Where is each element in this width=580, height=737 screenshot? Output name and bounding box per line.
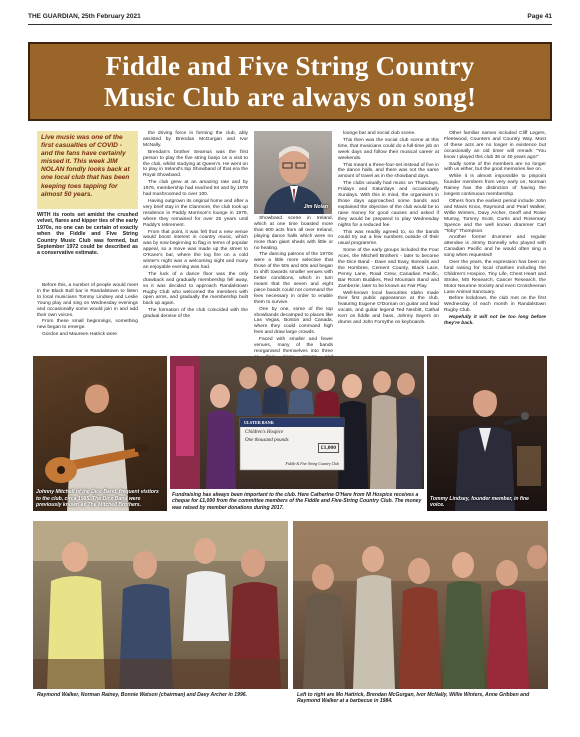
paragraph: This meant a three-four-set instead of five in the dance halls, and there was not the same amount of travel as in the showband days.	[338, 162, 439, 180]
article-column-2	[143, 131, 248, 353]
paragraph: The clubs usually had music on Thursdays, Fridays and Saturdays and occasionally Sundays. With this in mind, the organisers in those days approached some bands and explained the objective of the club would be to raise money for good causes and asked if they would be prepared to play Wednesday nights for a reduced fee.	[338, 181, 439, 228]
cheque-amount-figure: £1,000	[318, 443, 339, 453]
paragraph: This then was the social club scene at this time, that musicians could do a full-time job on week days and follow their musical career at weekends.	[338, 137, 439, 161]
jim-nolan-caption: Jim Nolan	[303, 203, 328, 210]
paragraph: Over the years, the expression has been on fund raising for local charities including the Children's Hospice, Tiny Life, Chest Heart and Stroke, MS Research, Cancer Research, the Motor Neurone Society and even Crossheenan Lane Animal Sanctuary.	[444, 260, 546, 295]
paragraph: Well-known local favourites Idaho made their first public appearance at the club, featuring Eugene O'Dornan on guitar and lead vocals, and guitar legend Ted Nesbitt, Cathal Kerr on fiddle and bass, Johnny Sayers on drums and John Forsythe on keyboards.	[338, 290, 439, 326]
raymond-walker-caption: Raymond Walker, Norman Rainey, Bonnie Watson (chairman) and Davy Archer in 1996.	[37, 692, 248, 698]
paragraph: Having outgrown its original home and after a very brief stay in the Clanmore, the club took up residence in Paddy Morrison's lounge in 1979, where they remained for over 25 years until Paddy's retirement.	[143, 198, 248, 228]
jim-nolan-photo	[254, 131, 332, 214]
paragraph: Before lockdown, the club met on the first Wednesday of each month in Randalstown Rugby Club.	[444, 296, 546, 314]
paragraph: Gordon and Maureen Hatrick were	[42, 332, 118, 338]
paragraph: From these small beginnings, something new began to emerge.	[37, 319, 138, 331]
standfirst-text: Live music was one of the first casualties of COVID - and the fans have certainly missed it. This week JIM NOLAN fondly looks back at one local club that has been keeping toes tapping for almost 50 years.	[41, 134, 130, 198]
paragraph: Showband scene in Ireland, which at one time boasted more than 600 acts from all over Ireland, playing dance halls which were no more than giant sheds with little or no heating.	[254, 216, 333, 251]
headline-line-1: Fiddle and Five String Country	[105, 51, 475, 81]
article-column-5	[444, 131, 546, 353]
page-header	[28, 10, 552, 25]
intro-text: WITH its roots set amidst the crushed velvet, flares and kipper ties of the early 1970s, no one can be certain of exactly when the Fiddle and Five String Country Music Club was formed, but September 1972 could be described as a conservative estimate.	[37, 212, 138, 257]
publication-date: THE GUARDIAN, 25th February 2021	[28, 13, 141, 20]
end-note: Hopefully it will not be too long before they're back.	[444, 315, 546, 327]
barbecue-photo	[293, 521, 548, 689]
paragraph: The dancing patrons of the 1970s were a little more selective that those of the 50s and 60s and began to shift towards smaller venues with better conditions, which in turn meant that the seven and eight piece bands could not command the fees necessary in order to enable them to survive.	[254, 252, 333, 305]
article-column-3	[254, 216, 333, 353]
cheque-amount-words: One thousand pounds	[245, 438, 289, 443]
cheque-caption: Fundraising has always been important to the club. Here Catherine O'Hare from NI Hospice receives a cheque for £1,000 from the committee members of the Fiddle and Five-String Country Club. The money was raised by member donations during 2017.	[172, 492, 422, 511]
paragraph: While it is almost impossible to pinpoint founder members from very early on, Norman Rainey has the distinction of having the longest continuous membership.	[444, 174, 546, 198]
paragraph: The formation of the club coincided with the gradual demise of the	[143, 308, 248, 320]
page-number: Page 41	[527, 13, 552, 20]
article-column-1	[37, 283, 138, 353]
headline-banner	[28, 42, 552, 121]
paragraph: This was readily agreed to, so the bands could try out a few numbers outside of their usual programme.	[338, 229, 439, 247]
barbecue-caption: Left to right are Mo Hattrick, Brendan McGurgan, Ivor McNally, Willie Winters, Anne Gribben and Raymond Walker at a barbecue in 1984.	[297, 692, 530, 705]
paragraph: The luck of a dance floor was the only drawback and gradually membership fell away, so it was decided to approach Randalstown Rugby Club who welcomed the members with open arms, and gradually the membership built back up again.	[143, 271, 248, 307]
cheque-presentation-photo	[170, 356, 424, 489]
cheque	[242, 419, 342, 469]
paragraph: Other familiar names included Cliff Legers, Fleetwood, Counters and Country Way. Most of these acts are no longer in existence but occasionally an old timer will remark "You know I played this club 35 or 40 years ago!"	[444, 131, 546, 160]
paragraph: lounge bar and social club scene.	[343, 131, 416, 136]
paragraph: Others from the earliest period include John and Mavis Knox, Raymond and Pearl Walker, Willie Winters, Davy Archer, Geoff and Rosie Murray, Tommy Scott, Curtis and Rosemary Spence and the well known drummer Carl "Toby" Thompson.	[444, 198, 546, 234]
raymond-walker-group-photo	[33, 521, 288, 689]
article-column-4	[338, 131, 439, 353]
standfirst-box	[37, 131, 138, 209]
cheque-bank: ULSTER BANK	[244, 420, 274, 425]
intro-paragraph	[37, 212, 138, 257]
headline	[30, 44, 550, 113]
johnny-mitchell-photo	[33, 356, 167, 511]
paragraph: Faced with smaller and fewer venues, many of the bands reorganised themselves into three	[254, 337, 333, 354]
johnny-mitchell-caption: Johnny Mitchell of the Dice Band, frequent visitors to the club, circa 1985. The Dice Band were previously known as The Mitchell Brothers.	[36, 489, 159, 508]
paragraph: Some of the early groups included the Four Aces, the Mitchell Brothers - later to become the Dice Band - Dave and Easy, Borealis and the Hombres, Cement County, Black Lace, Penny Lane, Road Crew, Canadian Pacific, Bar Room Buddies, Red Mountain Band and Zambezie, later to be known as Fair Play.	[338, 248, 439, 289]
paragraph: One by one, some of the top showbands decamped to places like Las Vegas, Boston and Canada, where they could command high fees and draw large crowds.	[254, 306, 333, 336]
paragraph: Another former drummer and regular attendee is Jimmy Donnelly who played with Canadian Pacific and he would often sing a song when requested!	[444, 235, 546, 259]
paragraph: Brendan's brother Seamus was the first person to play the five string banjo on a visit to the club, whilst studying at Queen's. He went on to play in Ireland's top Showband of that era the Royal Showband.	[143, 149, 248, 179]
paragraph: Sadly some of the members are no longer with us either, but the good memories live on.	[444, 161, 546, 173]
paragraph: The club grew at an amazing rate and by 1976, membership had reached 84 and by 1978 had mushroomed to over 100.	[143, 180, 248, 198]
paragraph: the driving force in forming the club, ably assisted by Brendan McGurgan and Ivor McNally.	[143, 131, 248, 148]
paragraph: From that point, it was felt that a new venue would boost interest in country music, which was by now beginning to flag in terms of popular appeal, so a move was made up the street to O'Kane's bar, where the log fire on a cold winter's night was a welcoming sight and many an enjoyable evening was had.	[143, 229, 248, 270]
tommy-lindsey-photo	[427, 356, 547, 511]
cheque-payee: Children's Hospice	[245, 430, 284, 435]
tommy-lindsey-caption: Tommy Lindsey, founder member, in fine voice.	[430, 495, 529, 508]
headline-line-2: Music Club are always on song!	[103, 82, 477, 112]
cheque-signature: Fiddle & Five String Country Club	[285, 462, 339, 466]
paragraph: Before this, a number of people would meet in the Black Bull bar in Randalstown to listen to local musicians Tommy Lindsey and Leslie Young play and sing on Wednesday evenings and occasionally some would join in and add their own voices.	[37, 283, 138, 318]
